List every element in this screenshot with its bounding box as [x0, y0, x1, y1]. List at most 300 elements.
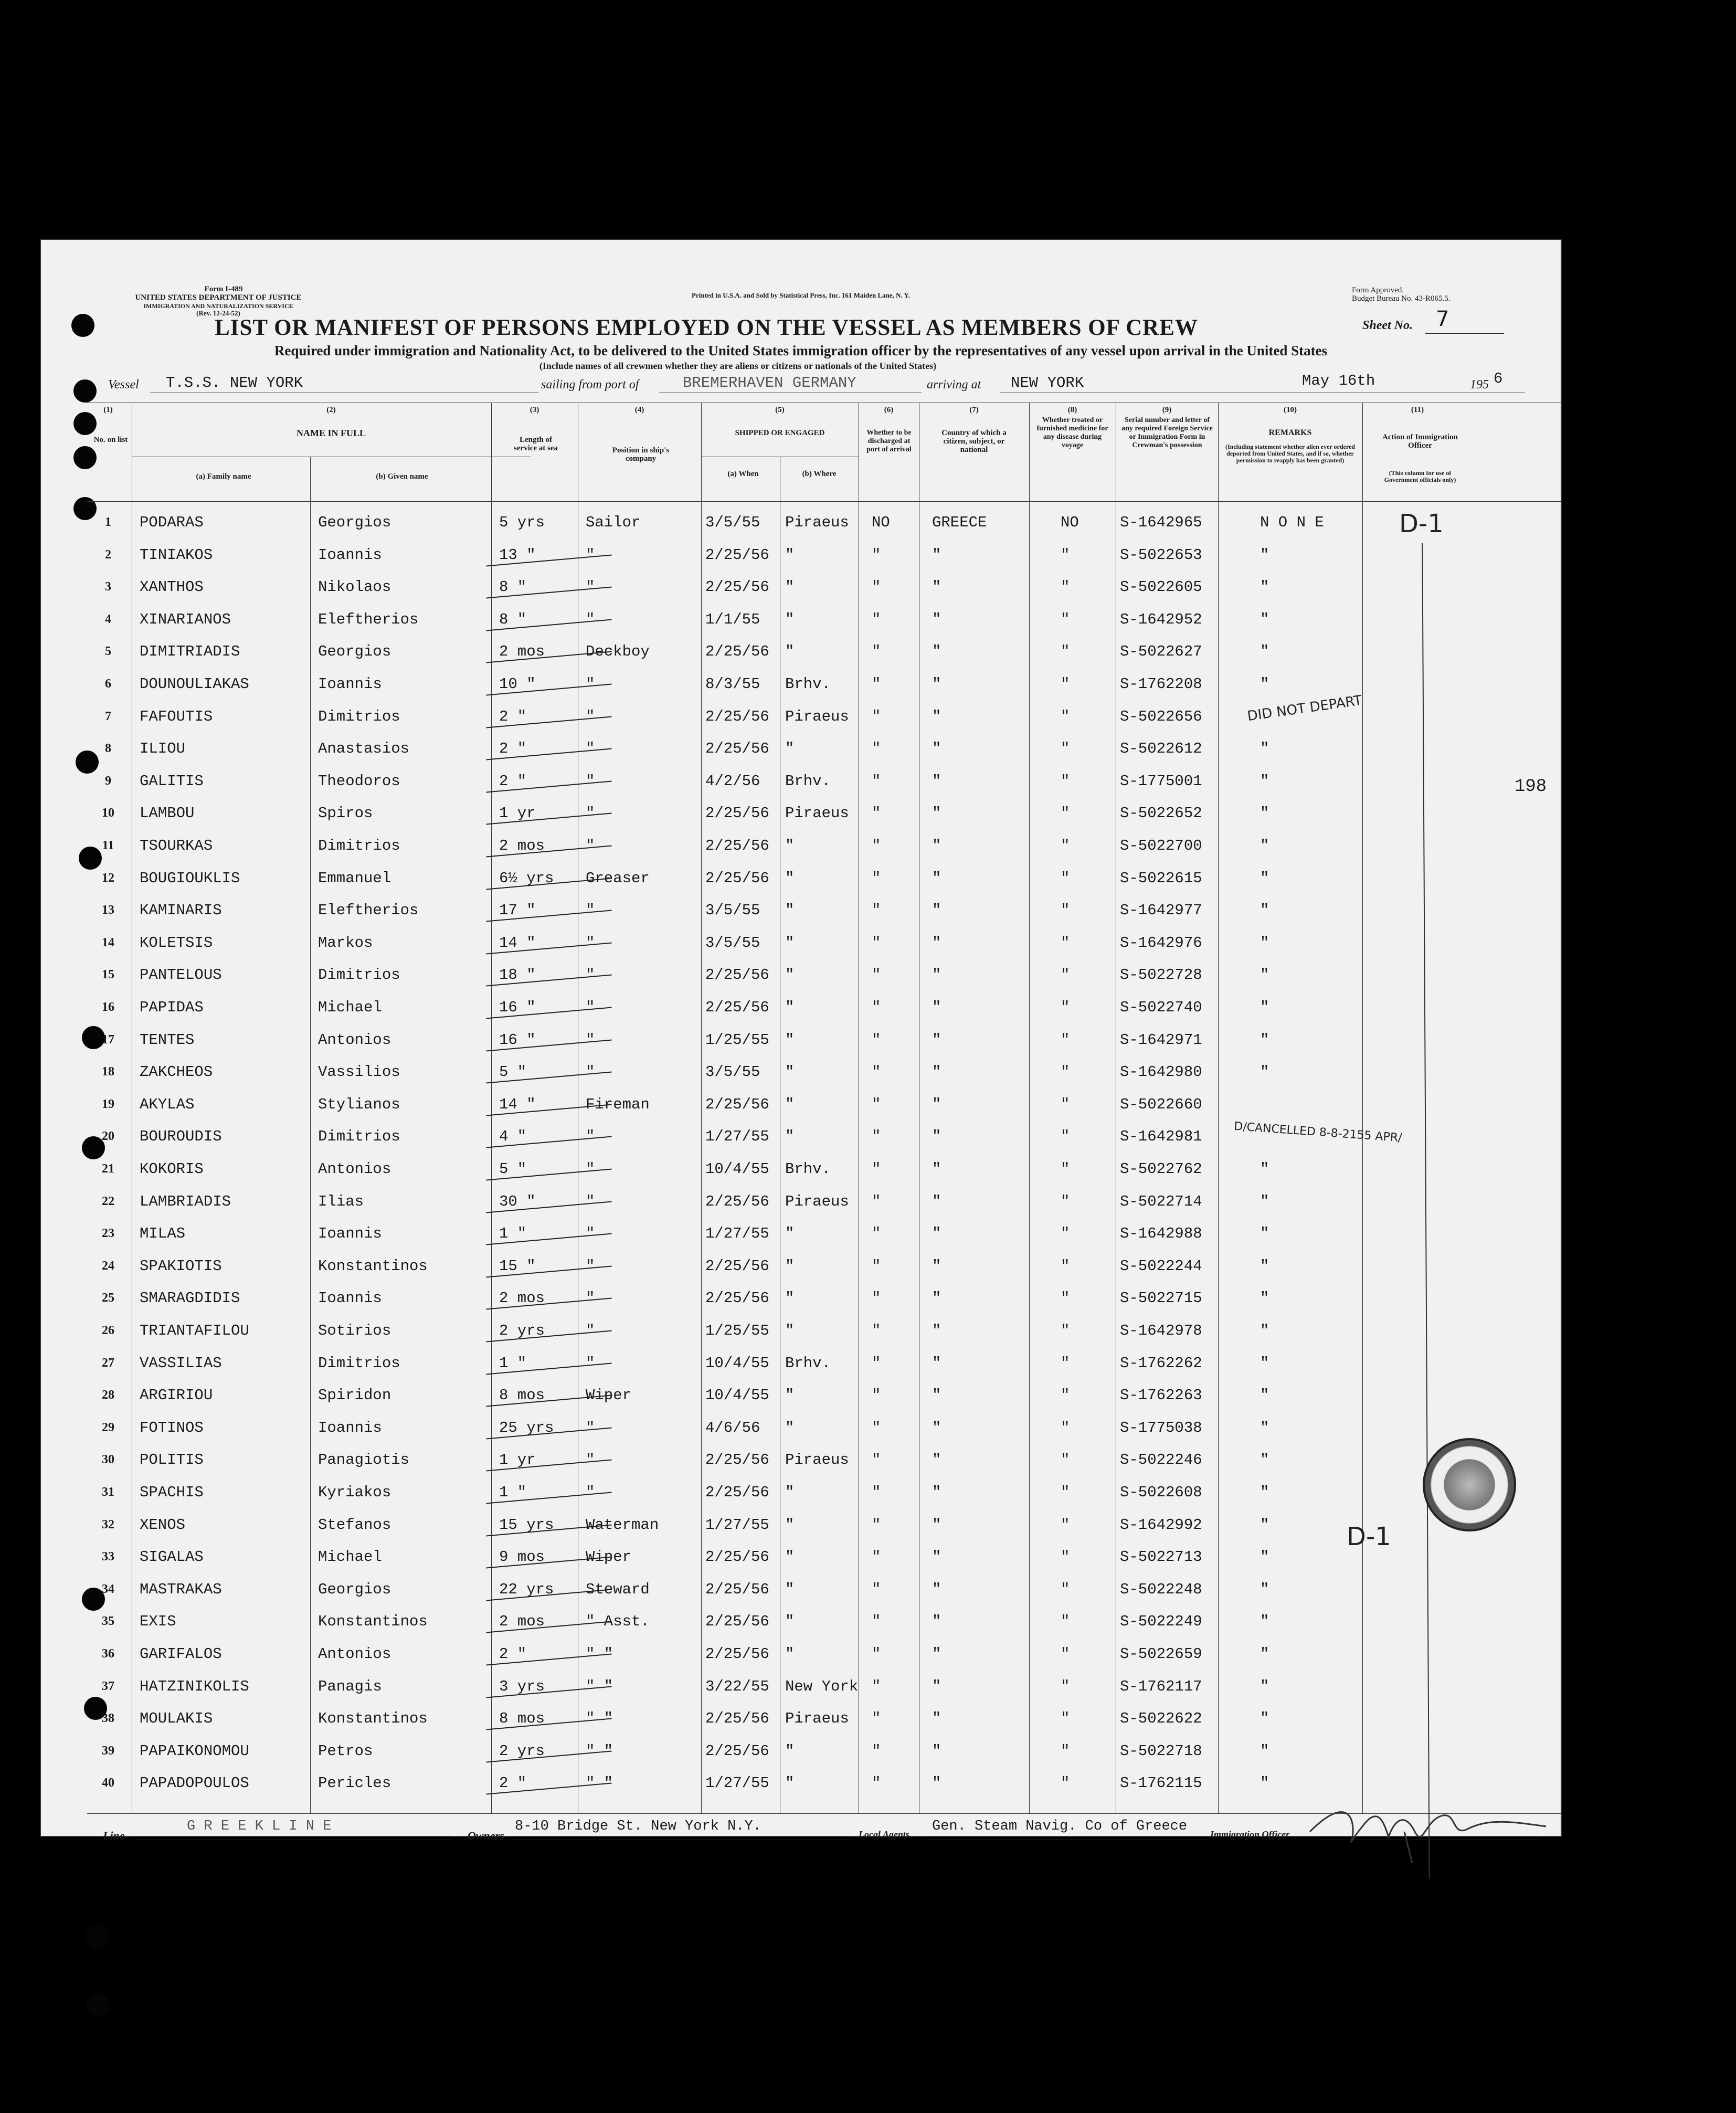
- sheet-underline: [1425, 333, 1504, 334]
- table-row: [40, 1186, 1562, 1218]
- shipped-where: ": [785, 1095, 795, 1113]
- shipped-when: 2/25/56: [705, 1257, 769, 1275]
- country: ": [932, 1322, 941, 1339]
- discharged: ": [872, 1484, 881, 1501]
- shipped-when: 3/22/55: [705, 1677, 769, 1695]
- family-name: TRIANTAFILOU: [140, 1322, 249, 1339]
- given-name: Antonios: [318, 1645, 391, 1663]
- country: ": [932, 1387, 941, 1404]
- serial-number: S-5022608: [1120, 1484, 1202, 1501]
- shipped-where: Piraeus: [785, 1710, 849, 1728]
- shipped-when: 2/25/56: [705, 869, 769, 887]
- discharged: ": [872, 1128, 881, 1146]
- serial-number: S-5022660: [1120, 1095, 1202, 1113]
- serial-number: S-1762208: [1120, 675, 1202, 693]
- length-of-service: 30 ": [499, 1192, 536, 1210]
- row-number: 33: [102, 1550, 114, 1564]
- form-title: LIST OR MANIFEST OF PERSONS EMPLOYED ON THE VESSEL AS MEMBERS OF CREW: [215, 315, 1198, 340]
- serial-number: S-5022246: [1120, 1451, 1202, 1469]
- form-revision: (Rev. 12-24-52): [196, 309, 240, 317]
- medicine: ": [1061, 1645, 1070, 1663]
- row-number: 20: [102, 1129, 114, 1144]
- discharged: ": [872, 675, 881, 693]
- col2b-header: (b) Given name: [376, 472, 428, 481]
- medicine: ": [1061, 1387, 1070, 1404]
- remarks: ": [1260, 1516, 1269, 1534]
- shipped-where: ": [785, 1387, 795, 1404]
- medicine: ": [1061, 610, 1070, 628]
- serial-number: S-5022248: [1120, 1580, 1202, 1598]
- family-name: XANTHOS: [140, 578, 204, 596]
- row-number: 26: [102, 1324, 114, 1337]
- length-of-service: 2 ": [499, 740, 527, 758]
- position: ": [586, 1484, 595, 1501]
- country: ": [932, 643, 941, 661]
- sheet-label: Sheet No.: [1362, 319, 1413, 332]
- col3-header: Length of service at sea: [513, 436, 558, 452]
- table-row: [40, 1476, 1562, 1509]
- country: ": [932, 707, 941, 725]
- manifest-date: May 16th: [1302, 372, 1375, 389]
- table-row: [40, 1638, 1562, 1671]
- row-number: 40: [102, 1776, 114, 1790]
- family-name: KOKORIS: [140, 1160, 204, 1178]
- length-of-service: 2 mos: [499, 837, 545, 854]
- country: ": [932, 1548, 941, 1566]
- shipped-where: ": [785, 1128, 795, 1146]
- length-of-service: 1 ": [499, 1225, 527, 1243]
- shipped-when: 2/25/56: [705, 740, 769, 758]
- col5a-header: (a) When: [727, 470, 759, 478]
- col1-header: No. on list: [93, 436, 128, 444]
- family-name: KOLETSIS: [140, 934, 213, 952]
- country: GREECE: [932, 514, 987, 531]
- shipped-when: 2/25/56: [705, 1742, 769, 1760]
- position: ": [586, 675, 595, 693]
- remarks: ": [1260, 837, 1269, 854]
- given-name: Dimitrios: [318, 1128, 400, 1146]
- medicine: ": [1061, 1484, 1070, 1501]
- serial-number: S-1762263: [1120, 1387, 1202, 1404]
- medicine: ": [1061, 1613, 1070, 1631]
- medicine: NO: [1061, 514, 1079, 531]
- shipped-where: ": [785, 966, 795, 984]
- given-name: Ilias: [318, 1192, 364, 1210]
- position: ": [586, 1160, 595, 1178]
- position: ": [586, 902, 595, 920]
- length-of-service: 15 yrs: [499, 1516, 554, 1534]
- length-of-service: 2 ": [499, 772, 527, 790]
- row-number: 5: [105, 645, 111, 659]
- shipped-where: ": [785, 740, 795, 758]
- serial-number: S-1762262: [1120, 1354, 1202, 1372]
- col1-number: (1): [103, 406, 113, 414]
- row-number: 31: [102, 1485, 114, 1499]
- col9-header: Serial number and letter of any required Foreign Service or Immigration Form in Crewman's possession: [1121, 416, 1213, 449]
- country: ": [932, 1774, 941, 1792]
- position: ": [586, 805, 595, 822]
- row-number: 18: [102, 1065, 114, 1079]
- discharged: ": [872, 1354, 881, 1372]
- serial-number: S-5022622: [1120, 1710, 1202, 1728]
- remarks: ": [1260, 966, 1269, 984]
- family-name: VASSILIAS: [140, 1354, 222, 1372]
- given-name: Ioannis: [318, 1225, 382, 1243]
- country: ": [932, 902, 941, 920]
- family-name: XINARIANOS: [140, 610, 231, 628]
- form-approved: Form Approved.: [1352, 286, 1404, 294]
- discharged: ": [872, 1451, 881, 1469]
- col5-number: (5): [775, 406, 785, 414]
- table-row: [40, 1671, 1562, 1703]
- shipped-when: 1/27/55: [705, 1225, 769, 1243]
- row-number: 2: [105, 547, 111, 562]
- position: " ": [586, 1677, 613, 1695]
- country: ": [932, 999, 941, 1016]
- length-of-service: 1 yr: [499, 1451, 536, 1469]
- remarks: ": [1260, 1677, 1269, 1695]
- col7-header: Country of which a citizen, subject, or national: [941, 429, 1007, 454]
- length-of-service: 25 yrs: [499, 1419, 554, 1436]
- shipped-where: ": [785, 643, 795, 661]
- given-name: Anastasios: [318, 740, 410, 758]
- serial-number: S-5022713: [1120, 1548, 1202, 1566]
- length-of-service: 8 ": [499, 578, 527, 596]
- medicine: ": [1061, 578, 1070, 596]
- position: ": [586, 1451, 595, 1469]
- punch-hole: [73, 412, 97, 435]
- row-number: 27: [102, 1356, 114, 1370]
- row-number: 12: [102, 871, 114, 885]
- medicine: ": [1061, 1580, 1070, 1598]
- length-of-service: 14 ": [499, 934, 536, 952]
- row-number: 32: [102, 1517, 114, 1531]
- shipped-when: 1/27/55: [705, 1516, 769, 1534]
- shipped-where: ": [785, 1322, 795, 1339]
- medicine: ": [1061, 1451, 1070, 1469]
- family-name: TSOURKAS: [140, 837, 213, 854]
- discharged: ": [872, 707, 881, 725]
- length-of-service: 2 mos: [499, 643, 545, 661]
- shipped-when: 2/25/56: [705, 1095, 769, 1113]
- row-number: 30: [102, 1453, 114, 1467]
- medicine: ": [1061, 1354, 1070, 1372]
- position: ": [586, 934, 595, 952]
- remarks: ": [1260, 1484, 1269, 1501]
- medicine: ": [1061, 1710, 1070, 1728]
- family-name: MASTRAKAS: [140, 1580, 222, 1598]
- shipped-where: Brhv.: [785, 675, 831, 693]
- length-of-service: 2 ": [499, 707, 527, 725]
- country: ": [932, 675, 941, 693]
- punch-hole: [73, 446, 97, 469]
- position: Greaser: [586, 869, 650, 887]
- discharged: ": [872, 1645, 881, 1663]
- position: ": [586, 1290, 595, 1307]
- serial-number: S-5022627: [1120, 643, 1202, 661]
- printer-note: Printed in U.S.A. and Sold by Statistical Press, Inc. 161 Maiden Lane, N. Y.: [692, 291, 910, 299]
- family-name: BOUGIOUKLIS: [140, 869, 240, 887]
- discharged: ": [872, 1419, 881, 1436]
- table-row: [40, 1056, 1562, 1089]
- length-of-service: 9 mos: [499, 1548, 545, 1566]
- budget-bureau-no: Budget Bureau No. 43-R065.5.: [1352, 294, 1451, 303]
- country: ": [932, 740, 941, 758]
- position: ": [586, 1322, 595, 1339]
- length-of-service: 2 ": [499, 1645, 527, 1663]
- table-row: [40, 991, 1562, 1024]
- position: ": [586, 1192, 595, 1210]
- col11-note: (This column for use of Government officials only): [1384, 469, 1456, 483]
- family-name: FAFOUTIS: [140, 707, 213, 725]
- sheet-number: 7: [1436, 307, 1449, 331]
- country: ": [932, 1354, 941, 1372]
- owners-address: 8-10 Bridge St. New York N.Y.: [515, 1819, 761, 1834]
- col2-number: (2): [326, 406, 336, 414]
- shipped-when: 2/25/56: [705, 1290, 769, 1307]
- shipped-where: ": [785, 1419, 795, 1436]
- length-of-service: 1 yr: [499, 805, 536, 822]
- position: " ": [586, 1710, 613, 1728]
- row-number: 17: [102, 1032, 114, 1047]
- length-of-service: 2 yrs: [499, 1742, 545, 1760]
- position: ": [586, 546, 595, 564]
- discharged: ": [872, 643, 881, 661]
- remark-did-not-depart: DID NOT DEPART: [1246, 692, 1363, 725]
- given-name: Eleftherios: [318, 610, 419, 628]
- remarks: N O N E: [1260, 514, 1324, 531]
- given-name: Antonios: [318, 1031, 391, 1049]
- table-row: [40, 1444, 1562, 1476]
- discharged: ": [872, 1548, 881, 1566]
- country: ": [932, 1710, 941, 1728]
- sailing-label: sailing from port of: [541, 378, 639, 392]
- immigration-seal: [1423, 1438, 1516, 1531]
- remarks: ": [1260, 1192, 1269, 1210]
- form-subnote: (Include names of all crewmen whether they are aliens or citizens or nationals of the United States): [539, 361, 937, 371]
- given-name: Michael: [318, 999, 382, 1016]
- given-name: Eleftherios: [318, 902, 419, 920]
- line-label: Line: [103, 1829, 125, 1842]
- row-number: 13: [102, 903, 114, 917]
- col10-header: REMARKS: [1268, 428, 1312, 437]
- discharged: ": [872, 902, 881, 920]
- shipped-when: 1/1/55: [705, 610, 760, 628]
- country: ": [932, 1645, 941, 1663]
- agents-label: Local Agents: [859, 1829, 909, 1840]
- shipped-where: ": [785, 1548, 795, 1566]
- row-number: 10: [102, 806, 114, 820]
- row-number: 19: [102, 1097, 114, 1111]
- discharged: ": [872, 772, 881, 790]
- length-of-service: 4 ": [499, 1128, 527, 1146]
- country: ": [932, 1613, 941, 1631]
- shipped-when: 2/25/56: [705, 1451, 769, 1469]
- shipped-where: Brhv.: [785, 1354, 831, 1372]
- serial-number: S-1642976: [1120, 934, 1202, 952]
- given-name: Theodoros: [318, 772, 400, 790]
- serial-number: S-1642965: [1120, 514, 1202, 531]
- family-name: TINIAKOS: [140, 546, 213, 564]
- discharged: ": [872, 1516, 881, 1534]
- action-d1-top: D-1: [1399, 509, 1444, 538]
- col8-header: Whether treated or furnished medicine for any disease during voyage: [1036, 416, 1108, 449]
- table-row: [40, 506, 1562, 539]
- table-row: [40, 1703, 1562, 1735]
- shipped-when: 1/27/55: [705, 1774, 769, 1792]
- col3-number: (3): [530, 406, 539, 414]
- length-of-service: 13 ": [499, 546, 536, 564]
- given-name: Kyriakos: [318, 1484, 391, 1501]
- form-subtitle: Required under immigration and Nationality Act, to be delivered to the United States immigration officer by the representatives of any vessel upon arrival in the United States: [274, 343, 1328, 358]
- serial-number: S-5022715: [1120, 1290, 1202, 1307]
- serial-number: S-5022718: [1120, 1742, 1202, 1760]
- department-name: UNITED STATES DEPARTMENT OF JUSTICE: [135, 293, 302, 302]
- given-name: Emmanuel: [318, 869, 391, 887]
- given-name: Dimitrios: [318, 707, 400, 725]
- row-number: 34: [102, 1582, 114, 1596]
- length-of-service: 2 yrs: [499, 1322, 545, 1339]
- serial-number: S-1642980: [1120, 1063, 1202, 1081]
- medicine: ": [1061, 1031, 1070, 1049]
- shipped-when: 3/5/55: [705, 1063, 760, 1081]
- given-name: Georgios: [318, 514, 391, 531]
- remarks: ": [1260, 1645, 1269, 1663]
- shipped-when: 1/27/55: [705, 1128, 769, 1146]
- given-name: Dimitrios: [318, 966, 400, 984]
- sailing-port: BREMERHAVEN GERMANY: [683, 374, 856, 392]
- serial-number: S-5022700: [1120, 837, 1202, 854]
- remarks: ": [1260, 1774, 1269, 1792]
- medicine: ": [1061, 1516, 1070, 1534]
- shipped-when: 2/25/56: [705, 966, 769, 984]
- shipped-when: 2/25/56: [705, 1548, 769, 1566]
- discharged: ": [872, 1322, 881, 1339]
- punch-hole: [73, 379, 97, 403]
- discharged: NO: [872, 514, 890, 531]
- row-number: 7: [105, 709, 111, 723]
- arriving-label: arriving at: [927, 378, 981, 392]
- given-name: Michael: [318, 1548, 382, 1566]
- remarks: ": [1260, 1548, 1269, 1566]
- position: Wiper: [586, 1387, 632, 1404]
- discharged: ": [872, 1192, 881, 1210]
- country: ": [932, 869, 941, 887]
- shipped-where: ": [785, 1613, 795, 1631]
- length-of-service: 2 mos: [499, 1290, 545, 1307]
- shipped-when: 10/4/55: [705, 1160, 769, 1178]
- shipped-when: 4/2/56: [705, 772, 760, 790]
- length-of-service: 15 ": [499, 1257, 536, 1275]
- medicine: ": [1061, 1548, 1070, 1566]
- country: ": [932, 1580, 941, 1598]
- discharged: ": [872, 546, 881, 564]
- year-prefix: 195: [1470, 378, 1489, 392]
- row-number: 35: [102, 1614, 114, 1629]
- discharged: ": [872, 999, 881, 1016]
- position: ": [586, 1063, 595, 1081]
- serial-number: S-5022615: [1120, 869, 1202, 887]
- row-number: 28: [102, 1388, 114, 1402]
- shipped-where: ": [785, 1774, 795, 1792]
- shipped-when: 2/25/56: [705, 578, 769, 596]
- shipped-where: Piraeus: [785, 1192, 849, 1210]
- arriving-port: NEW YORK: [1011, 374, 1084, 392]
- given-name: Antonios: [318, 1160, 391, 1178]
- position: ": [586, 1225, 595, 1243]
- col10-number: (10): [1284, 406, 1297, 414]
- shipped-when: 2/25/56: [705, 643, 769, 661]
- table-row: [40, 927, 1562, 959]
- row-number: 11: [102, 839, 114, 852]
- medicine: ": [1061, 869, 1070, 887]
- length-of-service: 3 yrs: [499, 1677, 545, 1695]
- shipped-where: ": [785, 1484, 795, 1501]
- shipped-where: ": [785, 1290, 795, 1307]
- remarks: ": [1260, 869, 1269, 887]
- family-name: SPACHIS: [140, 1484, 204, 1501]
- col6-number: (6): [884, 406, 894, 414]
- row-number: 4: [105, 612, 111, 626]
- length-of-service: 8 mos: [499, 1710, 545, 1728]
- serial-number: S-1762117: [1120, 1677, 1202, 1695]
- country: ": [932, 1451, 941, 1469]
- medicine: ": [1061, 707, 1070, 725]
- country: ": [932, 1095, 941, 1113]
- serial-number: S-1762115: [1120, 1774, 1202, 1792]
- medicine: ": [1061, 902, 1070, 920]
- discharged: ": [872, 869, 881, 887]
- position: ": [586, 837, 595, 854]
- serial-number: S-1775038: [1120, 1419, 1202, 1436]
- shipped-where: New York: [785, 1677, 859, 1695]
- family-name: DIMITRIADIS: [140, 643, 240, 661]
- col5-header: SHIPPED OR ENGAGED: [735, 429, 825, 437]
- table-row: [40, 1605, 1562, 1638]
- row-number: 25: [102, 1291, 114, 1305]
- given-name: Ioannis: [318, 1290, 382, 1307]
- medicine: ": [1061, 805, 1070, 822]
- discharged: ": [872, 1257, 881, 1275]
- officer-label: Immigration Officer: [1210, 1829, 1290, 1840]
- col10-note: (Including statement whether alien ever ordered deported from United States, and if so, whether permission to reapply has been granted): [1225, 443, 1355, 464]
- shipped-where: ": [785, 610, 795, 628]
- serial-number: S-5022653: [1120, 546, 1202, 564]
- serial-number: S-1642981: [1120, 1128, 1202, 1146]
- family-name: PODARAS: [140, 514, 204, 531]
- family-name: GARIFALOS: [140, 1645, 222, 1663]
- position: " ": [586, 1774, 613, 1792]
- row-number: 8: [105, 742, 111, 756]
- serial-number: S-1775001: [1120, 772, 1202, 790]
- length-of-service: 16 ": [499, 1031, 536, 1049]
- serial-number: S-1642971: [1120, 1031, 1202, 1049]
- row-number: 9: [105, 774, 111, 788]
- position: ": [586, 1257, 595, 1275]
- discharged: ": [872, 1225, 881, 1243]
- family-name: EXIS: [140, 1613, 176, 1631]
- discharged: ": [872, 1160, 881, 1178]
- country: ": [932, 1128, 941, 1146]
- family-name: MOULAKIS: [140, 1710, 213, 1728]
- steamship-line: G R E E K L I N E: [187, 1819, 332, 1834]
- discharged: ": [872, 837, 881, 854]
- given-name: Georgios: [318, 1580, 391, 1598]
- remarks: ": [1260, 805, 1269, 822]
- medicine: ": [1061, 675, 1070, 693]
- medicine: ": [1061, 1128, 1070, 1146]
- remarks: ": [1260, 1742, 1269, 1760]
